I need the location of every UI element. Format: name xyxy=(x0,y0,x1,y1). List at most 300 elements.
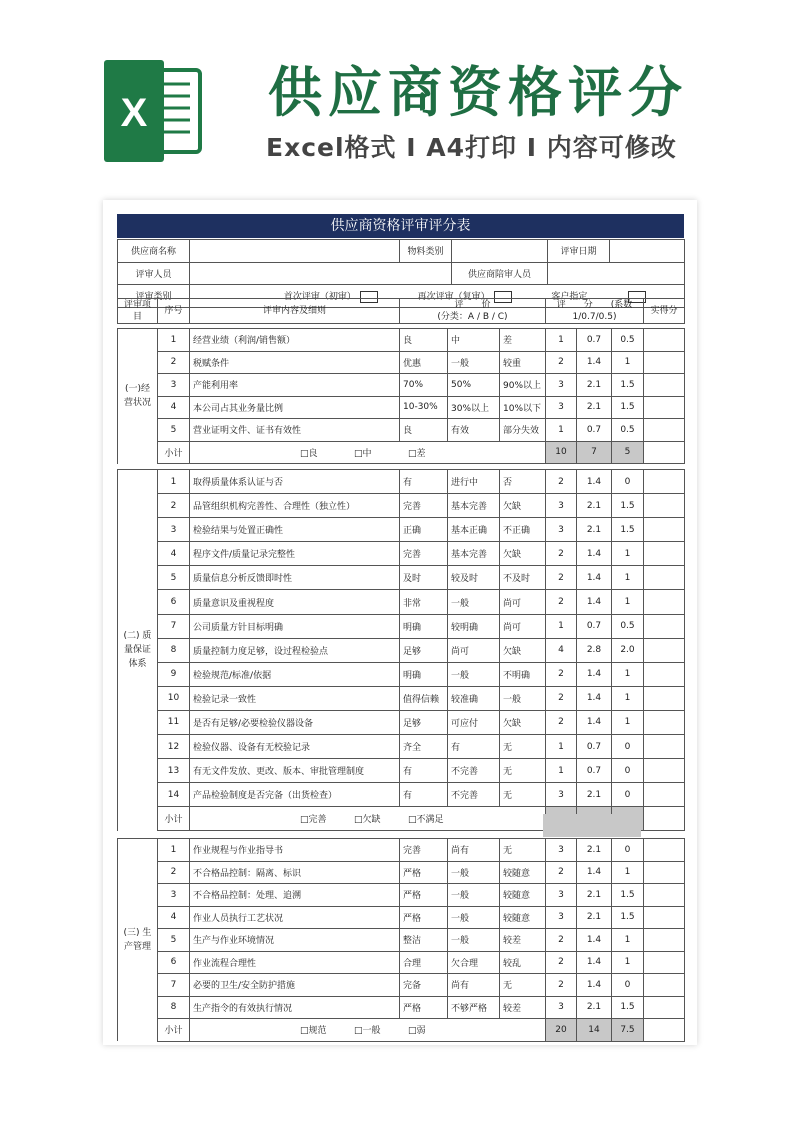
cell-s2: 0.7 xyxy=(577,419,612,442)
actual-score-cell[interactable] xyxy=(644,518,685,542)
cell-s3: 0 xyxy=(612,839,644,862)
cell-s3: 1 xyxy=(612,861,644,884)
review-date-field[interactable] xyxy=(610,240,685,263)
actual-score-cell[interactable] xyxy=(644,735,685,759)
header-rating: 评 价 (分类：A / B / C) xyxy=(400,299,546,324)
cell-a: 正确 xyxy=(400,518,448,542)
cell-no: 1 xyxy=(158,329,190,352)
section-table xyxy=(117,328,685,464)
actual-score-cell[interactable] xyxy=(644,374,685,397)
cell-s1: 2 xyxy=(546,929,577,952)
actual-score-cell[interactable] xyxy=(644,329,685,352)
cell-no: 3 xyxy=(158,518,190,542)
table-row xyxy=(118,686,685,710)
cell-b: 一般 xyxy=(448,590,500,614)
cell-b: 基本完善 xyxy=(448,494,500,518)
cell-content: 生产指令的有效执行情况 xyxy=(190,996,400,1019)
cell-s3: 1.5 xyxy=(612,906,644,929)
actual-score-cell[interactable] xyxy=(644,906,685,929)
cell-b: 不完善 xyxy=(448,783,500,807)
subtotal-t1: 10 xyxy=(546,441,577,464)
cell-no: 7 xyxy=(158,974,190,997)
cell-no: 4 xyxy=(158,906,190,929)
cell-b: 尚有 xyxy=(448,839,500,862)
cell-no: 14 xyxy=(158,783,190,807)
cell-content: 营业证明文件、证书有效性 xyxy=(190,419,400,442)
cell-content: 质量控制力度足够，设过程检验点 xyxy=(190,638,400,662)
cell-s3: 1 xyxy=(612,590,644,614)
actual-score-cell[interactable] xyxy=(644,929,685,952)
subtotal-option[interactable]: □一般 xyxy=(354,1026,381,1037)
cell-s1: 2 xyxy=(546,566,577,590)
cell-no: 1 xyxy=(158,839,190,862)
cell-no: 6 xyxy=(158,951,190,974)
cell-c: 无 xyxy=(500,735,546,759)
cell-no: 2 xyxy=(158,494,190,518)
cell-a: 严格 xyxy=(400,884,448,907)
table-row xyxy=(118,759,685,783)
cell-b: 不完善 xyxy=(448,759,500,783)
cell-a: 良 xyxy=(400,329,448,352)
cell-s3: 1.5 xyxy=(612,518,644,542)
cell-s3: 0 xyxy=(612,783,644,807)
cell-b: 进行中 xyxy=(448,470,500,494)
subtotal-actual-cell[interactable] xyxy=(644,441,685,464)
table-row xyxy=(118,329,685,352)
cell-a: 足够 xyxy=(400,638,448,662)
cell-s3: 2.0 xyxy=(612,638,644,662)
cell-content: 检验结果与处置正确性 xyxy=(190,518,400,542)
cell-no: 1 xyxy=(158,470,190,494)
cell-b: 尚有 xyxy=(448,974,500,997)
cell-s1: 2 xyxy=(546,686,577,710)
cell-content: 有无文件发放、更改、版本、审批管理制度 xyxy=(190,759,400,783)
cell-s3: 1.5 xyxy=(612,396,644,419)
review-date-label: 评审日期 xyxy=(548,240,610,263)
actual-score-cell[interactable] xyxy=(644,710,685,734)
cell-a: 有 xyxy=(400,470,448,494)
cell-s1: 2 xyxy=(546,951,577,974)
cell-no: 11 xyxy=(158,710,190,734)
cell-c: 较随意 xyxy=(500,884,546,907)
actual-score-cell[interactable] xyxy=(644,419,685,442)
banner xyxy=(0,0,800,200)
table-row xyxy=(118,974,685,997)
cell-c: 一般 xyxy=(500,686,546,710)
cell-s3: 0 xyxy=(612,759,644,783)
cell-s1: 2 xyxy=(546,662,577,686)
cell-a: 严格 xyxy=(400,996,448,1019)
cell-s1: 2 xyxy=(546,974,577,997)
cell-content: 税赋条件 xyxy=(190,351,400,374)
cell-s1: 3 xyxy=(546,996,577,1019)
supplier-name-label: 供应商名称 xyxy=(118,240,190,263)
cell-b: 不够严格 xyxy=(448,996,500,1019)
cell-s1: 2 xyxy=(546,590,577,614)
cell-content: 质量信息分析反馈即时性 xyxy=(190,566,400,590)
table-row xyxy=(118,470,685,494)
cell-b: 一般 xyxy=(448,906,500,929)
cell-b: 一般 xyxy=(448,884,500,907)
header-actual: 实得分 xyxy=(644,299,685,324)
actual-score-cell[interactable] xyxy=(644,638,685,662)
cell-content: 检验仪器、设备有无校验记录 xyxy=(190,735,400,759)
table-row xyxy=(118,929,685,952)
cell-no: 8 xyxy=(158,638,190,662)
actual-score-cell[interactable] xyxy=(644,494,685,518)
cell-no: 3 xyxy=(158,884,190,907)
cell-s2: 1.4 xyxy=(577,351,612,374)
cell-s3: 1 xyxy=(612,351,644,374)
cell-content: 取得质量体系认证与否 xyxy=(190,470,400,494)
cell-c: 部分失效 xyxy=(500,419,546,442)
cell-b: 50% xyxy=(448,374,500,397)
actual-score-cell[interactable] xyxy=(644,974,685,997)
actual-score-cell[interactable] xyxy=(644,590,685,614)
cell-s1: 1 xyxy=(546,759,577,783)
cell-no: 4 xyxy=(158,542,190,566)
cell-content: 产品检验制度是否完备（出货检查） xyxy=(190,783,400,807)
table-row xyxy=(118,518,685,542)
cell-s2: 1.4 xyxy=(577,929,612,952)
score-header xyxy=(117,298,685,324)
accompany-field[interactable] xyxy=(548,262,685,285)
cell-s2: 2.1 xyxy=(577,374,612,397)
cell-s1: 3 xyxy=(546,494,577,518)
cell-s2: 1.4 xyxy=(577,686,612,710)
cell-no: 2 xyxy=(158,861,190,884)
actual-score-cell[interactable] xyxy=(644,662,685,686)
cell-b: 一般 xyxy=(448,929,500,952)
cell-s2: 2.1 xyxy=(577,518,612,542)
cell-s2: 2.1 xyxy=(577,783,612,807)
cell-s3: 1 xyxy=(612,710,644,734)
table-row xyxy=(118,735,685,759)
table-row xyxy=(118,861,685,884)
cell-c: 无 xyxy=(500,759,546,783)
cell-s3: 1 xyxy=(612,662,644,686)
page-title: 供应商资格评分 xyxy=(268,61,688,124)
cell-c: 较乱 xyxy=(500,951,546,974)
table-row xyxy=(118,374,685,397)
cell-a: 合理 xyxy=(400,951,448,974)
cell-s2: 1.4 xyxy=(577,470,612,494)
cell-s3: 1 xyxy=(612,566,644,590)
table-row xyxy=(118,839,685,862)
table-row xyxy=(118,614,685,638)
reviewer-field[interactable] xyxy=(190,262,452,285)
cell-s3: 0.5 xyxy=(612,329,644,352)
subtotal-option[interactable]: □不满足 xyxy=(408,815,444,826)
subtotal-option[interactable]: □规范 xyxy=(300,1026,327,1037)
cell-a: 有 xyxy=(400,783,448,807)
cell-s3: 0 xyxy=(612,974,644,997)
cell-no: 12 xyxy=(158,735,190,759)
cell-a: 严格 xyxy=(400,906,448,929)
cell-s3: 0.5 xyxy=(612,419,644,442)
cell-c: 不明确 xyxy=(500,662,546,686)
table-row xyxy=(118,419,685,442)
cell-no: 8 xyxy=(158,996,190,1019)
cell-no: 3 xyxy=(158,374,190,397)
cell-no: 4 xyxy=(158,396,190,419)
cell-no: 5 xyxy=(158,419,190,442)
cell-s1: 3 xyxy=(546,374,577,397)
subtotal-row xyxy=(118,441,685,464)
actual-score-cell[interactable] xyxy=(644,759,685,783)
cell-b: 尚可 xyxy=(448,638,500,662)
cell-s2: 1.4 xyxy=(577,542,612,566)
cell-c: 尚可 xyxy=(500,614,546,638)
table-row xyxy=(118,590,685,614)
cell-content: 是否有足够/必要检验仪器设备 xyxy=(190,710,400,734)
header-content: 评审内容及细则 xyxy=(190,299,400,324)
cell-s3: 0 xyxy=(612,735,644,759)
material-type-field[interactable] xyxy=(452,240,548,263)
subtotal-options xyxy=(190,807,546,831)
cell-a: 明确 xyxy=(400,662,448,686)
table-row xyxy=(118,566,685,590)
subtotal-label: 小计 xyxy=(158,441,190,464)
cell-content: 程序文件/质量记录完整性 xyxy=(190,542,400,566)
cell-content: 作业规程与作业指导书 xyxy=(190,839,400,862)
cell-a: 优惠 xyxy=(400,351,448,374)
cell-c: 欠缺 xyxy=(500,638,546,662)
cell-b: 一般 xyxy=(448,861,500,884)
cell-s1: 1 xyxy=(546,419,577,442)
cell-s2: 2.1 xyxy=(577,996,612,1019)
cell-s3: 1 xyxy=(612,542,644,566)
cell-no: 5 xyxy=(158,929,190,952)
cell-content: 质量意识及重视程度 xyxy=(190,590,400,614)
cell-s2: 1.4 xyxy=(577,861,612,884)
cell-s1: 1 xyxy=(546,735,577,759)
review-type-label: 评审类别 xyxy=(118,285,190,308)
cell-c: 欠缺 xyxy=(500,494,546,518)
subtotal-actual-cell[interactable] xyxy=(644,1019,685,1042)
cell-c: 较差 xyxy=(500,929,546,952)
cell-s1: 3 xyxy=(546,396,577,419)
cell-content: 本公司占其业务量比例 xyxy=(190,396,400,419)
subtotal-option[interactable]: □欠缺 xyxy=(354,815,381,826)
cell-a: 良 xyxy=(400,419,448,442)
actual-score-cell[interactable] xyxy=(644,951,685,974)
cell-no: 13 xyxy=(158,759,190,783)
cell-s2: 1.4 xyxy=(577,590,612,614)
cell-content: 产能利用率 xyxy=(190,374,400,397)
cell-a: 明确 xyxy=(400,614,448,638)
actual-score-cell[interactable] xyxy=(644,566,685,590)
subtotal-option[interactable]: □完善 xyxy=(300,815,327,826)
cell-c: 较重 xyxy=(500,351,546,374)
cell-b: 基本正确 xyxy=(448,518,500,542)
cell-a: 70% xyxy=(400,374,448,397)
actual-score-cell[interactable] xyxy=(644,861,685,884)
cell-no: 5 xyxy=(158,566,190,590)
accompany-label: 供应商陪审人员 xyxy=(452,262,548,285)
cell-c: 差 xyxy=(500,329,546,352)
cell-s2: 2.8 xyxy=(577,638,612,662)
subtotal-t2: 14 xyxy=(577,1019,612,1042)
subtotal-options xyxy=(190,1019,546,1042)
cell-c: 不正确 xyxy=(500,518,546,542)
table-row xyxy=(118,662,685,686)
subtotal-actual-cell[interactable] xyxy=(644,807,685,831)
cell-s1: 1 xyxy=(546,614,577,638)
cell-a: 完善 xyxy=(400,542,448,566)
cell-content: 必要的卫生/安全防护措施 xyxy=(190,974,400,997)
cell-b: 一般 xyxy=(448,351,500,374)
cell-s2: 2.1 xyxy=(577,396,612,419)
cell-a: 10-30% xyxy=(400,396,448,419)
actual-score-cell[interactable] xyxy=(644,351,685,374)
cell-a: 严格 xyxy=(400,861,448,884)
table-row xyxy=(118,783,685,807)
cell-s2: 1.4 xyxy=(577,566,612,590)
subtotal-t3: 5 xyxy=(612,441,644,464)
cell-no: 9 xyxy=(158,662,190,686)
cell-b: 较准确 xyxy=(448,686,500,710)
cell-c: 无 xyxy=(500,839,546,862)
excel-icon xyxy=(100,56,210,166)
cell-s1: 2 xyxy=(546,470,577,494)
cell-c: 无 xyxy=(500,974,546,997)
cell-s1: 3 xyxy=(546,518,577,542)
cell-c: 10%以下 xyxy=(500,396,546,419)
cell-a: 有 xyxy=(400,759,448,783)
actual-score-cell[interactable] xyxy=(644,396,685,419)
cell-s3: 0 xyxy=(612,470,644,494)
cell-s1: 3 xyxy=(546,884,577,907)
cell-a: 及时 xyxy=(400,566,448,590)
cell-b: 30%以上 xyxy=(448,396,500,419)
cell-no: 2 xyxy=(158,351,190,374)
excel-icon-letter: X xyxy=(120,91,148,135)
table-row xyxy=(118,951,685,974)
cell-b: 基本完善 xyxy=(448,542,500,566)
cell-c: 较随意 xyxy=(500,861,546,884)
cell-s1: 2 xyxy=(546,542,577,566)
cell-s3: 1.5 xyxy=(612,996,644,1019)
actual-score-cell[interactable] xyxy=(644,686,685,710)
actual-score-cell[interactable] xyxy=(644,542,685,566)
table-row xyxy=(118,638,685,662)
cell-s1: 2 xyxy=(546,861,577,884)
first-review-label: 首次评审（初审） xyxy=(283,292,356,302)
cell-s1: 3 xyxy=(546,906,577,929)
actual-score-cell[interactable] xyxy=(644,996,685,1019)
cell-s2: 0.7 xyxy=(577,614,612,638)
cell-a: 非常 xyxy=(400,590,448,614)
cell-c: 欠缺 xyxy=(500,710,546,734)
cell-b: 有 xyxy=(448,735,500,759)
table-row xyxy=(118,351,685,374)
cell-s2: 0.7 xyxy=(577,759,612,783)
cell-s1: 2 xyxy=(546,710,577,734)
subtotal-label: 小计 xyxy=(158,807,190,831)
table-row xyxy=(118,542,685,566)
cell-content: 作业流程合理性 xyxy=(190,951,400,974)
reviewer-label: 评审人员 xyxy=(118,262,190,285)
cell-no: 10 xyxy=(158,686,190,710)
actual-score-cell[interactable] xyxy=(644,470,685,494)
subtotal-option[interactable]: □良 xyxy=(300,448,318,459)
cell-s2: 2.1 xyxy=(577,906,612,929)
header-score: 评 分 (系数 1/0.7/0.5) xyxy=(546,299,644,324)
cell-content: 检验记录一致性 xyxy=(190,686,400,710)
subtotal-option[interactable]: □中 xyxy=(354,448,372,459)
cell-c: 否 xyxy=(500,470,546,494)
cell-s1: 3 xyxy=(546,839,577,862)
cell-content: 公司质量方针目标明确 xyxy=(190,614,400,638)
section-name: (三) 生产管理 xyxy=(118,839,158,1042)
actual-score-cell[interactable] xyxy=(644,884,685,907)
cell-no: 6 xyxy=(158,590,190,614)
cell-s3: 1 xyxy=(612,951,644,974)
cell-s1: 4 xyxy=(546,638,577,662)
cell-b: 较明确 xyxy=(448,614,500,638)
cell-a: 完善 xyxy=(400,494,448,518)
cell-s1: 2 xyxy=(546,351,577,374)
header-seq: 序号 xyxy=(158,299,190,324)
second-review-label: 再次评审（复审） xyxy=(417,292,490,302)
cell-s2: 1.4 xyxy=(577,662,612,686)
table-row xyxy=(118,396,685,419)
subtotal-option[interactable]: □差 xyxy=(408,448,426,459)
cell-a: 完善 xyxy=(400,839,448,862)
cell-s2: 1.4 xyxy=(577,710,612,734)
cell-s2: 2.1 xyxy=(577,494,612,518)
cell-a: 值得信赖 xyxy=(400,686,448,710)
subtotal-t2: 7 xyxy=(577,441,612,464)
table-row xyxy=(118,710,685,734)
cell-content: 检验规范/标准/依据 xyxy=(190,662,400,686)
actual-score-cell[interactable] xyxy=(644,839,685,862)
cell-c: 90%以上 xyxy=(500,374,546,397)
cell-s3: 1.5 xyxy=(612,884,644,907)
sheet-title: 供应商资格评审评分表 xyxy=(117,214,684,238)
cell-content: 生产与作业环境情况 xyxy=(190,929,400,952)
cell-a: 足够 xyxy=(400,710,448,734)
cell-s1: 3 xyxy=(546,783,577,807)
cell-s2: 2.1 xyxy=(577,839,612,862)
cell-b: 可应付 xyxy=(448,710,500,734)
subtotal-options xyxy=(190,441,546,464)
cell-s2: 1.4 xyxy=(577,974,612,997)
subtotal-option[interactable]: □弱 xyxy=(408,1026,426,1037)
cell-content: 作业人员执行工艺状况 xyxy=(190,906,400,929)
cell-b: 中 xyxy=(448,329,500,352)
cell-a: 齐全 xyxy=(400,735,448,759)
supplier-name-field[interactable] xyxy=(190,240,400,263)
subtotal-t3: 7.5 xyxy=(612,1019,644,1042)
cell-s2: 1.4 xyxy=(577,951,612,974)
cell-content: 不合格品控制：隔离、标识 xyxy=(190,861,400,884)
cell-content: 不合格品控制：处理、追溯 xyxy=(190,884,400,907)
cell-s2: 0.7 xyxy=(577,735,612,759)
cell-b: 一般 xyxy=(448,662,500,686)
cell-no: 7 xyxy=(158,614,190,638)
section-name: (一)经营状况 xyxy=(118,329,158,464)
actual-score-cell[interactable] xyxy=(644,783,685,807)
cell-s3: 1.5 xyxy=(612,494,644,518)
cell-c: 较差 xyxy=(500,996,546,1019)
table-row xyxy=(118,884,685,907)
table-row xyxy=(118,494,685,518)
section-table xyxy=(117,469,685,831)
page-subtitle: Excel格式 Ⅰ A4打印 Ⅰ 内容可修改 xyxy=(266,133,677,162)
actual-score-cell[interactable] xyxy=(644,614,685,638)
